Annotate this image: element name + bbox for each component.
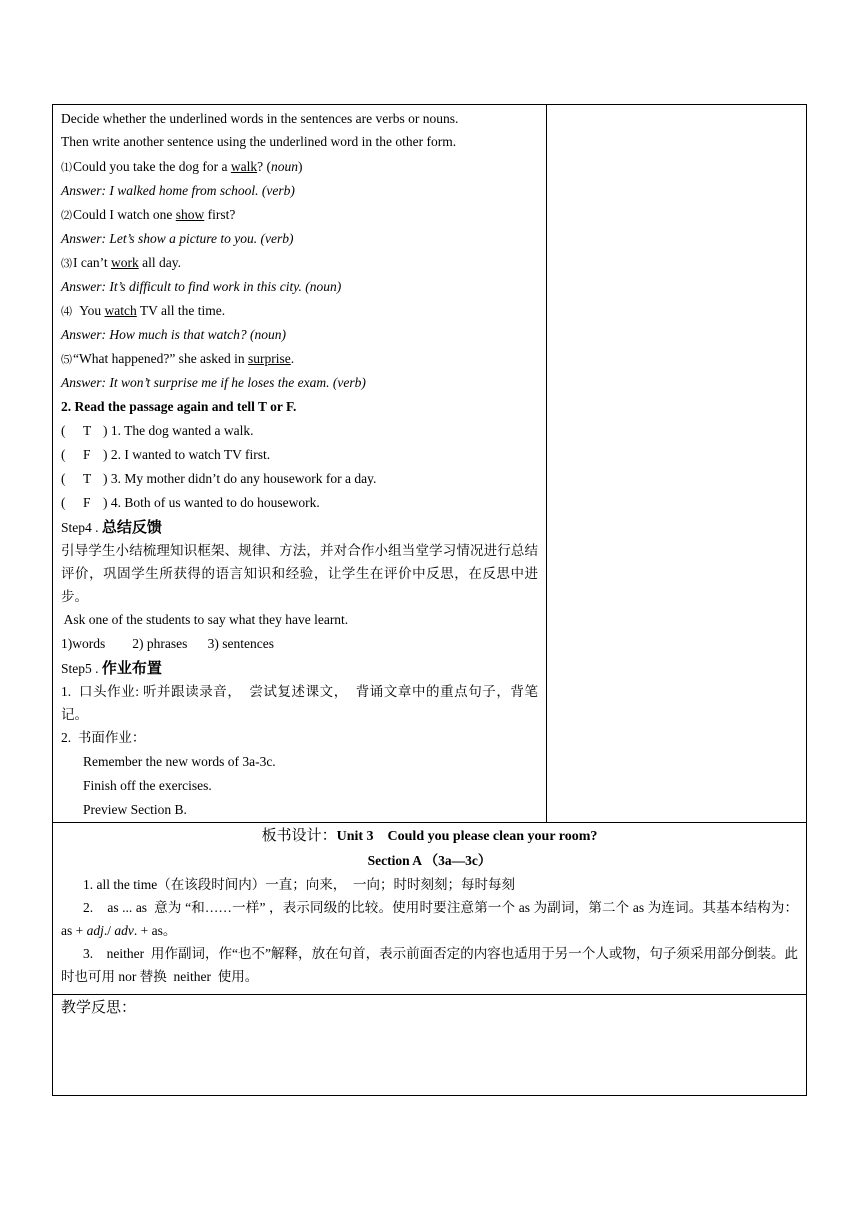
true-false-item: [61, 467, 538, 491]
board-point-2-adj: adj: [86, 923, 104, 938]
blank-notes-cell: [547, 105, 807, 823]
step5-label: Step5 .: [61, 661, 102, 676]
step4-list: 1)words 2) phrases 3) sentences: [61, 636, 274, 651]
reflection-row: [53, 995, 807, 1096]
exercise-text: ? (: [257, 159, 271, 174]
exercise-question: [61, 155, 538, 179]
exercise-answer: Answer: It’s difficult to find work in this city. (noun): [61, 279, 342, 294]
exercise-text: “What happened?” she asked in: [73, 351, 249, 366]
exercise-text: Could you take the dog for a: [73, 159, 231, 174]
exercise-text: .: [290, 351, 295, 366]
exercise-text: TV all the time.: [136, 303, 226, 318]
exercise-text: ): [297, 159, 303, 174]
tf-answer-mark: F: [83, 495, 91, 510]
board-design-cell: [53, 823, 807, 995]
exercise-question: [61, 251, 538, 275]
step4-body: 引导学生小结梳理知识框架、规律、方法，并对合作小组当堂学习情况进行总结评价，巩固学生所获得的语言知识和经验，让学生在评价中反思，在反思中进步。: [61, 543, 538, 604]
board-point-2-sep: ./: [103, 923, 115, 938]
board-heading: [61, 824, 798, 849]
underlined-word: watch: [104, 303, 137, 318]
exercise-text: I can’t: [73, 255, 111, 270]
activity-cell: [53, 105, 547, 823]
open-paren: (: [61, 423, 66, 438]
tf-answer-mark: T: [83, 423, 92, 438]
exercise-number: ⑸: [61, 354, 72, 366]
homework-task: Finish off the exercises.: [83, 778, 212, 793]
open-paren: (: [61, 447, 66, 462]
step4-ask: Ask one of the students to say what they have learnt.: [61, 612, 349, 627]
exercise-text: first?: [204, 207, 236, 222]
tf-statement: ) 2. I wanted to watch TV first.: [103, 447, 271, 462]
intro-line-2: Then write another sentence using the underlined word in the other form.: [61, 134, 457, 149]
true-false-list: [61, 419, 538, 515]
tf-statement: ) 1. The dog wanted a walk.: [103, 423, 254, 438]
true-false-item: [61, 443, 538, 467]
reflection-cell: [53, 995, 807, 1096]
underlined-word: surprise: [248, 351, 291, 366]
exercise-question: [61, 299, 538, 323]
true-false-item: [61, 419, 538, 443]
exercise-list: [61, 155, 538, 395]
board-point-2: [61, 896, 798, 942]
exercise-number: ⑵: [61, 210, 72, 222]
open-paren: (: [61, 471, 66, 486]
exercise-text: all day.: [138, 255, 181, 270]
exercise-text: You: [73, 303, 105, 318]
word-type-tag: noun: [270, 159, 298, 174]
reflection-title: 教学反思：: [61, 1000, 137, 1016]
exercise-answer: Answer: I walked home from school. (verb): [61, 183, 295, 198]
step5-oral: 1. 口头作业: 听并跟读录音， 尝试复述课文， 背诵文章中的重点句子，背笔记。: [61, 684, 538, 722]
board-point-2-adv: adv: [114, 923, 134, 938]
board-point-3: 3. neither 用作副词，作“也不”解释，放在句首，表示前面否定的内容也适用于另一个人或物，句子须采用部分倒装。此时也可用 nor 替换 neither 使用。: [61, 946, 798, 984]
board-section: Section A （3a—3c）: [367, 853, 492, 868]
step4-label: Step4 .: [61, 520, 102, 535]
step4-heading: [61, 515, 538, 539]
intro-line-1: Decide whether the underlined words in the sentences are verbs or nouns.: [61, 111, 459, 126]
true-false-item: [61, 491, 538, 515]
board-point-2-end: . + as。: [133, 923, 177, 938]
exercise-number: ⑴: [61, 162, 72, 174]
lesson-plan-table: [52, 104, 807, 1096]
tf-answer-mark: T: [83, 471, 92, 486]
exercise-number: ⑶: [61, 258, 72, 270]
tf-statement: ) 3. My mother didn’t do any housework for a day.: [103, 471, 377, 486]
exercise-question: [61, 347, 538, 371]
board-row: [53, 823, 807, 995]
content-row: [53, 105, 807, 823]
exercise-answer: Answer: It won’t surprise me if he loses the exam. (verb): [61, 375, 366, 390]
step5-written: 2. 书面作业：: [61, 730, 146, 745]
step5-heading: [61, 656, 538, 680]
underlined-word: show: [175, 207, 205, 222]
board-label: 板书设计：: [261, 828, 337, 844]
underlined-word: work: [110, 255, 139, 270]
tf-answer-mark: F: [83, 447, 91, 462]
exercise-number: ⑷: [61, 306, 72, 318]
underlined-word: walk: [230, 159, 258, 174]
board-point-2-text: 2. as ... as 意为 “和……一样” ，表示同级的比较。使用时要注意第一个 as 为副词，第二个 as 为连词。其基本结构为：as +: [61, 900, 798, 938]
open-paren: (: [61, 495, 66, 510]
exercise-answer: Answer: How much is that watch? (noun): [61, 327, 286, 342]
homework-task: Preview Section B.: [83, 802, 187, 817]
board-point-1: 1. all the time（在该段时间内）一直；向来， 一向；时时刻刻；每时每刻: [83, 877, 515, 892]
exercise-text: Could I watch one: [73, 207, 176, 222]
section2-title: 2. Read the passage again and tell T or F.: [61, 399, 297, 414]
step5-title: 作业布置: [101, 659, 162, 677]
exercise-answer: Answer: Let’s show a picture to you. (verb): [61, 231, 294, 246]
exercise-question: [61, 203, 538, 227]
homework-task: Remember the new words of 3a-3c.: [83, 754, 276, 769]
step4-title: 总结反馈: [101, 518, 162, 536]
board-title: Unit 3 Could you please clean your room?: [336, 829, 598, 844]
tf-statement: ) 4. Both of us wanted to do housework.: [103, 495, 320, 510]
